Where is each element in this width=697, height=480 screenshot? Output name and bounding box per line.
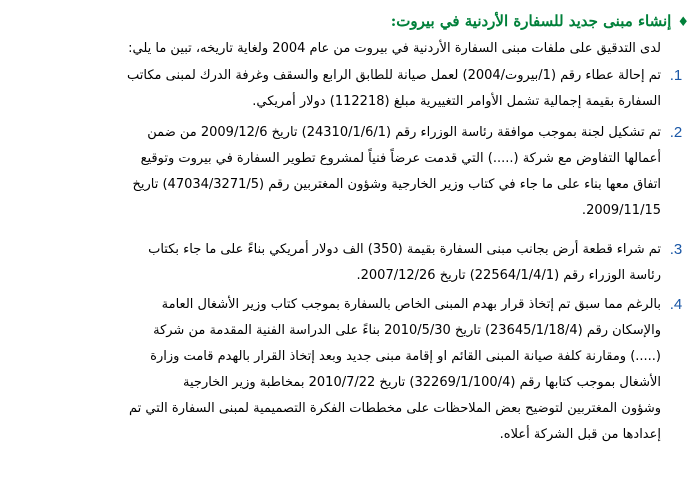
item-line: أعمالها التفاوض مع شركة (.....) التي قدمت عرضاً فنياً لمشروع تطوير السفارة في بيروت وتوقيع [140,151,661,166]
item-number: 1. [669,67,683,84]
item-line: اتفاق معها بناء على ما جاء في كتاب وزير الخارجية وشؤون المغتربين رقم (47034/3271/5) تاريخ [132,177,661,192]
item-line: تم إحالة عطاء رقم (1/بيروت/2004) لعمل صيانة للطابق الرابع والسقف وغرفة الدرك لمبنى مكاتب [127,68,661,83]
list-item [20,120,683,224]
item-line: تم تشكيل لجنة بموجب موافقة رئاسة الوزراء رقم (24310/1/6/1) تاريخ 2009/12/6 من ضمن [147,125,661,140]
item-line: 2009/11/15. [581,203,661,218]
item-number: 2. [669,124,683,141]
item-line: السفارة بقيمة إجمالية تشمل الأوامر التغييرية مبلغ (112218) دولار أمريكي. [252,94,661,109]
diamond-bullet-icon: ♦ [677,15,689,30]
item-line: والإسكان رقم (23645/1/18/4) تاريخ 2010/5/30 بناءً على الدراسة الفنية المقدمة من شركة [153,323,661,338]
item-line: رئاسة الوزراء رقم (22564/1/4/1) تاريخ 2007/12/26. [356,268,661,283]
item-line: تم شراء قطعة أرض بجانب مبنى السفارة بقيمة (350) الف دولار أمريكي بناءً على ما جاء بكتاب [148,242,661,257]
item-number: 4. [669,296,683,313]
item-number: 3. [669,241,683,258]
item-line: وشؤون المغتربين لتوضيح بعض الملاحظات على مخططات الفكرة التصميمية لمبنى السفارة التي تم [129,401,661,416]
list-item [20,237,683,289]
section-heading [10,10,689,34]
list-item [20,292,683,448]
item-line: (.....) ومقارنة كلفة صيانة المبنى القائم او إقامة مبنى جديد وبعد إتخاذ القرار بالهدم قامت وزارة [150,349,661,364]
list-item [20,63,683,115]
item-line: إعدادها من قبل الشركة أعلاه. [499,427,661,442]
heading-text: إنشاء مبنى جديد للسفارة الأردنية في بيروت: [390,12,672,30]
item-line: بالرغم مما سبق تم إتخاذ قرار بهدم المبنى الخاص بالسفارة بموجب كتاب وزير الأشغال العامة [161,297,661,312]
intro-paragraph: لدى التدقيق على ملفات مبنى السفارة الأردنية في بيروت من عام 2004 ولغاية تاريخه، تبين ما يلي: [128,41,661,56]
item-line: الأشغال بموجب كتابها رقم (32269/1/100/4) تاريخ 2010/7/22 بمخاطبة وزير الخارجية [183,375,661,390]
